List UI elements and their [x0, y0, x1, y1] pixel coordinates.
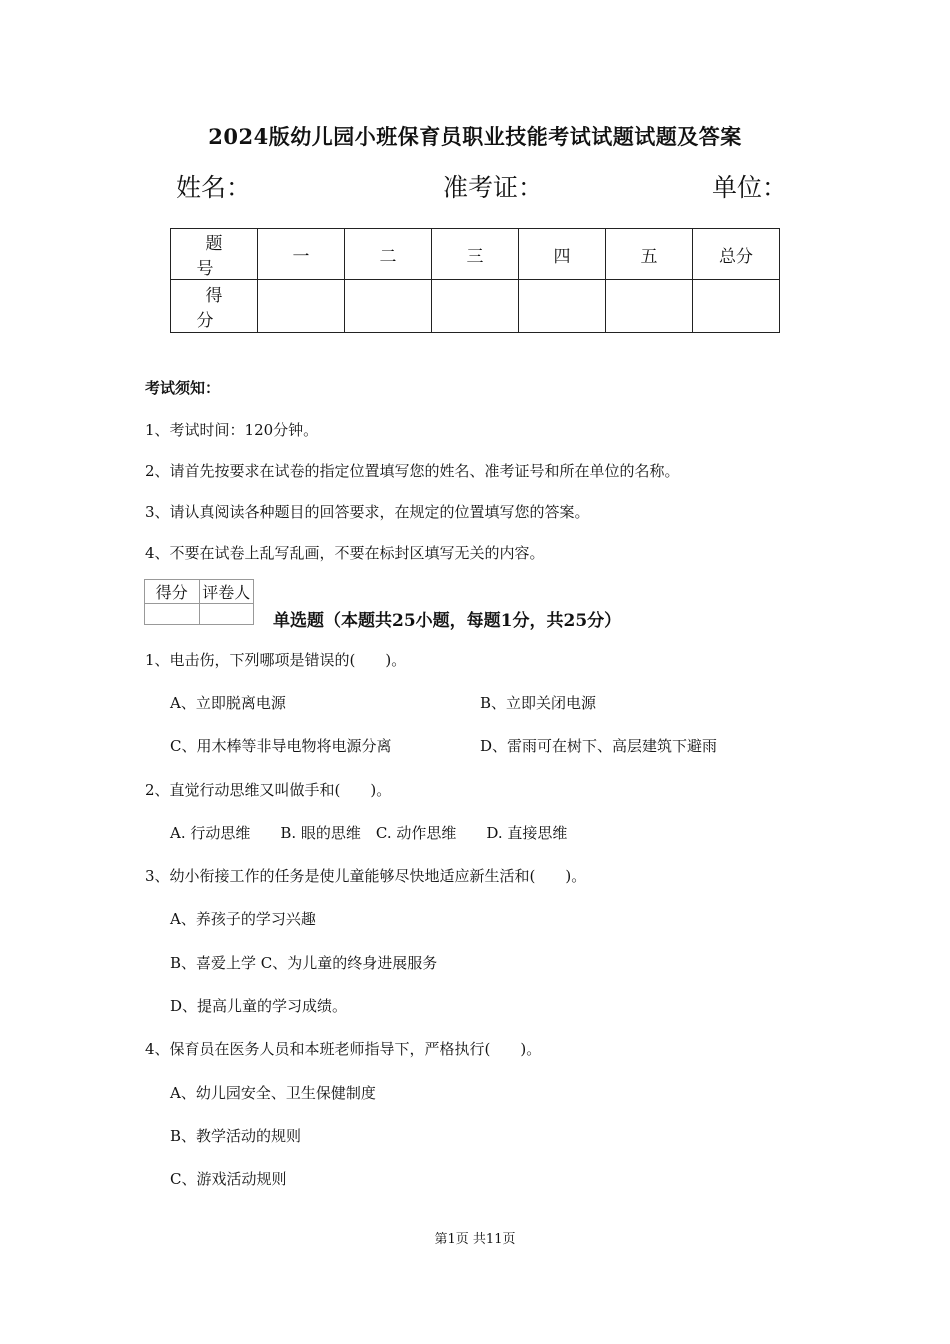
unit-field-label: 单位：	[712, 173, 788, 202]
question-stem: 1、电击伤，下列哪项是错误的( )。	[145, 651, 407, 669]
score-table-header-cell: 五	[606, 229, 693, 280]
score-table-header-cell: 一	[258, 229, 345, 280]
question-stem: 3、幼小衔接工作的任务是使儿童能够尽快地适应新生活和( )。	[145, 867, 587, 885]
score-table-header-cell: 三	[432, 229, 519, 280]
page-footer: 第1页 共11页	[434, 1232, 516, 1247]
score-table-header-label: 题 号	[171, 229, 258, 280]
score-cell[interactable]	[432, 280, 519, 333]
question-option: B、喜爱上学 C、为儿童的终身进展服务	[170, 954, 438, 972]
score-table-score-label: 得 分	[171, 280, 258, 333]
question-option: A、立即脱离电源	[170, 694, 286, 712]
score-cell[interactable]	[345, 280, 432, 333]
grader-box-grader-cell[interactable]	[199, 604, 254, 625]
score-table-header-cell: 总分	[693, 229, 780, 280]
exam-id-field-label: 准考证：	[443, 173, 544, 202]
grader-box-score-label: 得分	[145, 580, 200, 604]
score-table-header-cell: 二	[345, 229, 432, 280]
question-options-line: A. 行动思维 B. 眼的思维 C. 动作思维 D. 直接思维	[170, 824, 568, 842]
score-table-header-row	[171, 229, 780, 280]
question-stem: 2、直觉行动思维又叫做手和( )。	[145, 781, 392, 799]
question-stem: 4、保育员在医务人员和本班老师指导下，严格执行( )。	[145, 1040, 542, 1058]
score-cell[interactable]	[606, 280, 693, 333]
grader-box-score-cell[interactable]	[145, 604, 200, 625]
question-option: A、养孩子的学习兴趣	[170, 910, 316, 928]
question-option: B、教学活动的规则	[170, 1127, 302, 1145]
question-option: C、用木棒等非导电物将电源分离	[170, 737, 392, 755]
grader-box-grader-label: 评卷人	[199, 580, 254, 604]
score-table-score-row	[171, 280, 780, 333]
notice-item: 3、请认真阅读各种题目的回答要求，在规定的位置填写您的答案。	[145, 503, 590, 521]
notice-item: 4、不要在试卷上乱写乱画，不要在标封区填写无关的内容。	[145, 544, 545, 562]
notice-title: 考试须知：	[145, 379, 221, 397]
question-option: D、雷雨可在树下、高层建筑下避雨	[480, 737, 718, 755]
notice-item: 2、请首先按要求在试卷的指定位置填写您的姓名、准考证号和所在单位的名称。	[145, 462, 680, 480]
question-option: B、立即关闭电源	[480, 694, 597, 712]
document-title: 2024版幼儿园小班保育员职业技能考试试题试题及答案	[208, 124, 742, 149]
section-title: 单选题（本题共25小题，每题1分，共25分）	[273, 611, 622, 631]
question-option: A、幼儿园安全、卫生保健制度	[170, 1084, 376, 1102]
score-table	[170, 228, 780, 333]
name-field-label: 姓名：	[176, 173, 252, 202]
score-cell[interactable]	[693, 280, 780, 333]
question-option: D、提高儿童的学习成绩。	[170, 997, 348, 1015]
score-cell[interactable]	[519, 280, 606, 333]
question-option: C、游戏活动规则	[170, 1170, 287, 1188]
score-table-header-cell: 四	[519, 229, 606, 280]
notice-item: 1、考试时间：120分钟。	[145, 421, 319, 439]
grader-box	[144, 579, 254, 625]
